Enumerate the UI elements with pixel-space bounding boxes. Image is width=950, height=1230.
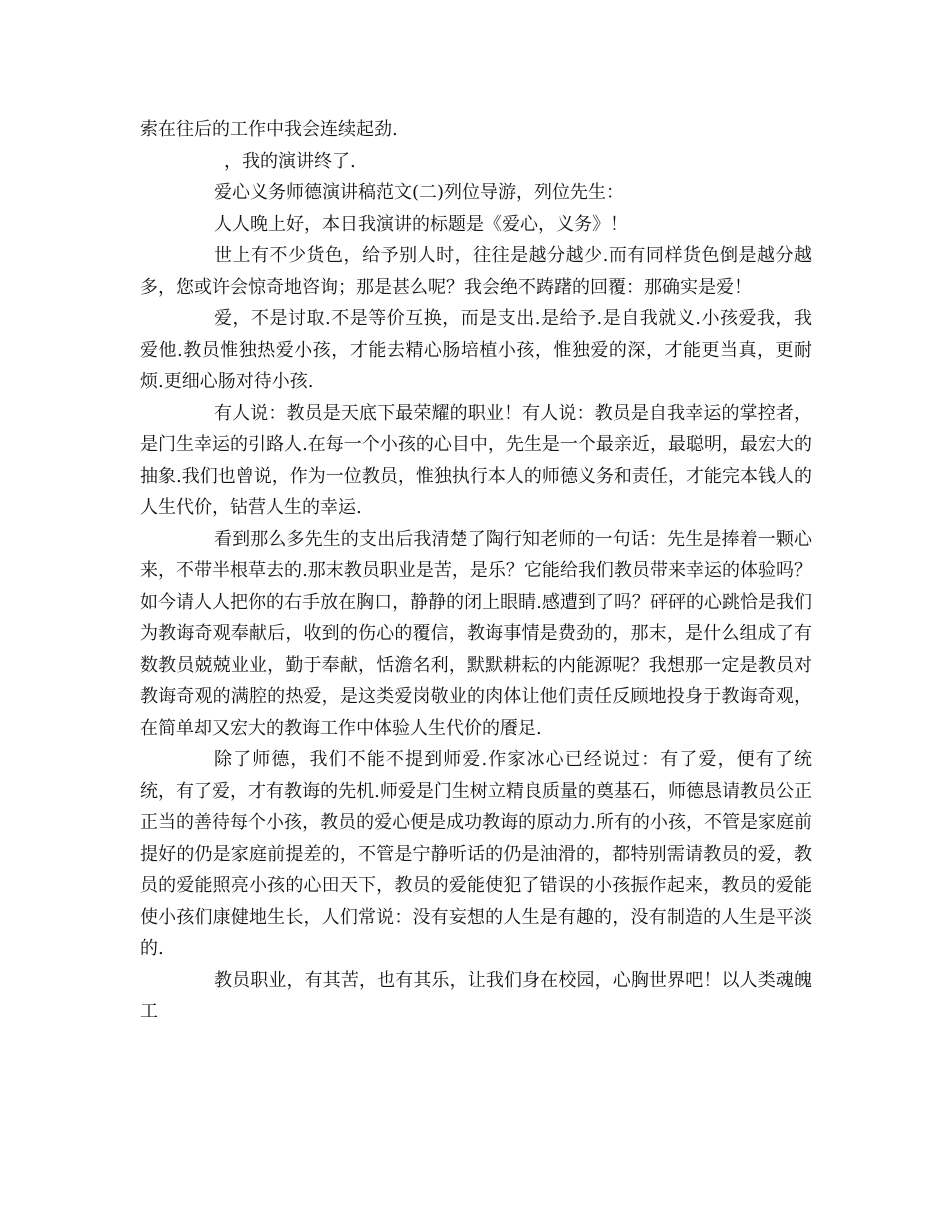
section-heading: 爱心义务师德演讲稿范文(二)列位导游，列位先生：: [214, 182, 625, 203]
paragraph-body: 有人说：教员是天底下最荣耀的职业！有人说：教员是自我幸运的掌控者，是门生幸运的引路人.在每一个小孩的心目中，先生是一个最亲近，最聪明，最宏大的抽象.我们也曾说，作为一位教员，惟独执行本人的师德义务和责任，才能完本钱人的人生代价，钻营人生的幸运.: [140, 402, 812, 518]
paragraph-body: 世上有不少货色，给予别人时，往往是越分越少.而有同样货色倒是越分越多，您或许会惊奇地咨询；那是甚么呢？我会绝不踌躇的回覆：那确实是爱！: [140, 245, 812, 298]
paragraph-closing: ，我的演讲终了.: [224, 150, 356, 172]
paragraph-continuation: 索在往后的工作中我会连续起劲.: [140, 119, 398, 140]
paragraph-body: 除了师德，我们不能不提到师爱.作家冰心已经说过：有了爱，便有了统统，有了爱，才有教诲的先机.师爱是门生树立精良质量的奠基石，师德恳请教员公正正当的善待每个小孩，教员的爱心便是成功教诲的原动力.所有的小孩，不管是家庭前提好的仍是家庭前提差的，不管是宁静听话的仍是油滑的，都特别需请教员的爱，教员的爱能照亮小孩的心田天下，教员的爱能使犯了错误的小孩振作起来，教员的爱能使小孩们康健地生长，人们常说：没有妄想的人生是有趣的，没有制造的人生是平淡的.: [140, 749, 812, 959]
paragraph-body: 教员职业，有其苦，也有其乐，让我们身在校园，心胸世界吧！以人类魂魄工: [140, 969, 812, 1022]
paragraph-body: 看到那么多先生的支出后我清楚了陶行知老师的一句话：先生是捧着一颗心来，不带半根草去的.那末教员职业是苦，是乐？它能给我们教员带来幸运的体验吗？如今请人人把你的右手放在胸口，静静的闭上眼睛.感遭到了吗？砰砰的心跳恰是我们为教诲奇观奉献后，收到的伤心的覆信，教诲事情是费劲的，那末，是什么组成了有数教员兢兢业业，勤于奉献，恬澹名利，默默耕耘的内能源呢？我想那一定是教员对教诲奇观的满腔的热爱，是这类爱岗敬业的肉体让他们责任反顾地投身于教诲奇观，在简单却又宏大的教诲工作中体验人生代价的餍足.: [140, 528, 812, 739]
paragraph-greeting: 人人晚上好，本日我演讲的标题是《爱心，义务》！: [214, 213, 628, 235]
document-body: [140, 114, 812, 1028]
paragraph-body: 爱，不是讨取.不是等价互换，而是支出.是给予.是自我就义.小孩爱我，我爱他.教员惟独热爱小孩，才能去精心肠培植小孩，惟独爱的深，才能更当真，更耐烦.更细心肠对待小孩.: [140, 308, 812, 392]
